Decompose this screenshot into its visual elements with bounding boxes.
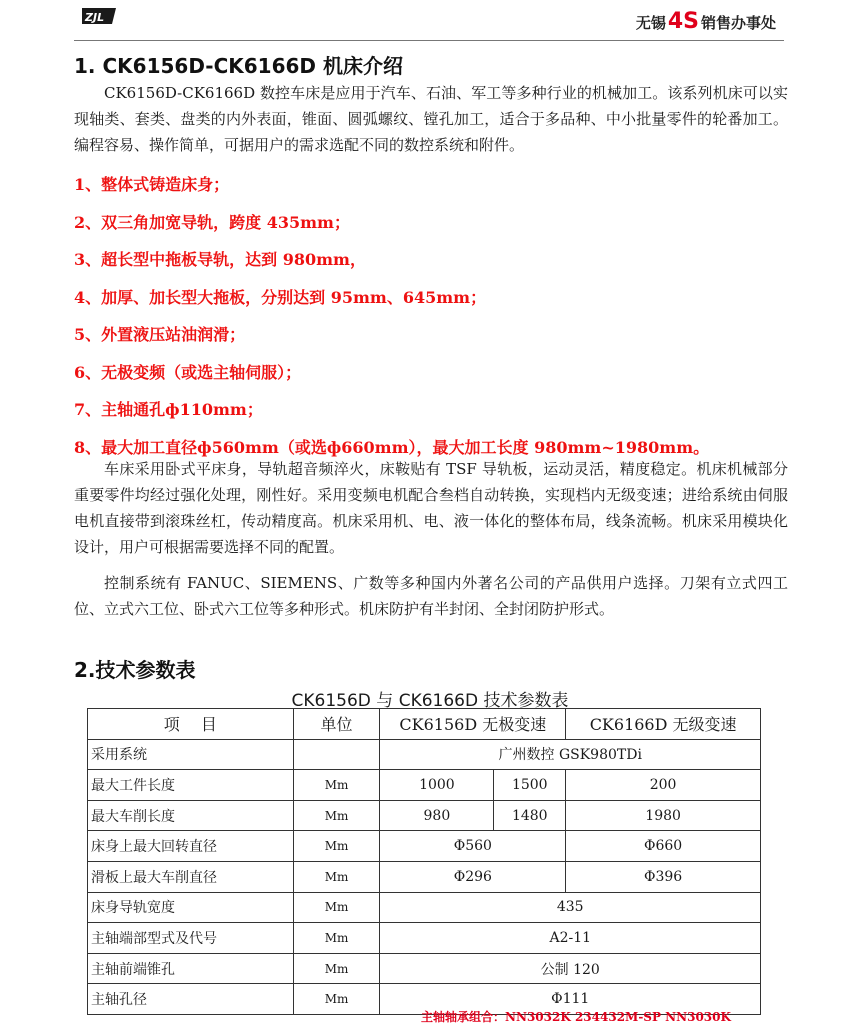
row-value: Φ111: [380, 984, 761, 1015]
row-value: A2-11: [380, 923, 761, 954]
table-header-row: [88, 709, 761, 740]
section-1-title: 1. CK6156D-CK6166D 机床介绍: [74, 54, 403, 78]
row-value: Φ396: [566, 861, 761, 892]
feature-list: [74, 171, 709, 471]
feature-item: 2、双三角加宽导轨，跨度 435mm；: [74, 212, 350, 232]
table-caption: CK6156D 与 CK6166D 技术参数表: [291, 691, 569, 711]
row-value: Φ660: [566, 831, 761, 862]
body-paragraph-structure: 车床采用卧式平床身，导轨超音频淬火，床鞍贴有 TSF 导轨板，运动灵活，精度稳定。机床机械部分重要零件均经过强化处理，刚性好。采用变频电机配合叁档自动转换，实现档内无级变速；进给系统由伺服电机直接带到滚珠丝杠，传动精度高。机床采用机、电、液一体化的整体布局，线条流畅。机床采用模块化设计，用户可根据需要选择不同的配置。: [74, 460, 788, 556]
feature-item: 6、无极变频（或选主轴伺服）；: [74, 362, 302, 382]
row-value: 200: [566, 770, 761, 801]
logo-text: ZJL: [85, 11, 105, 24]
row-unit: Mm: [293, 831, 380, 862]
row-value: 980: [380, 800, 494, 831]
row-unit: [293, 739, 380, 770]
row-value: 公制 120: [380, 953, 761, 984]
feature-item: 8、最大加工直径ф560mm（或选ф660mm），最大加工长度 980mm~1980mm。: [74, 437, 710, 457]
table-row: [88, 770, 761, 801]
row-label: 主轴端部型式及代号: [88, 923, 294, 954]
brand-suffix: 销售办事处: [700, 14, 776, 32]
row-value: 435: [380, 892, 761, 923]
row-unit: Mm: [293, 800, 380, 831]
row-label: 最大工件长度: [88, 770, 294, 801]
row-label: 主轴孔径: [88, 984, 294, 1015]
table-row: [88, 739, 761, 770]
header-unit: 单位: [293, 709, 380, 740]
bearing-footnote: 主轴轴承组合：NN3032K 234432M-SP NN3030K: [421, 1010, 731, 1024]
intro-paragraph: CK6156D-CK6166D 数控车床是应用于汽车、石油、军工等多种行业的机械加工。该系列机床可以实现轴类、套类、盘类的内外表面，锥面、圆弧螺纹、镗孔加工，适合于多品种、中小批量零件的轮番加工。编程容易、操作简单，可据用户的需求选配不同的数控系统和附件。: [74, 84, 788, 154]
spec-table: [87, 708, 761, 1015]
section-2-title: 2.技术参数表: [74, 658, 196, 682]
header-item: 项 目: [88, 709, 294, 740]
row-unit: Mm: [293, 923, 380, 954]
row-value: 1500: [494, 770, 566, 801]
row-value: Φ296: [380, 861, 566, 892]
row-value: 1480: [494, 800, 566, 831]
row-label: 滑板上最大车削直径: [88, 861, 294, 892]
feature-item: 4、加厚、加长型大拖板，分别达到 95mm、645mm；: [74, 287, 487, 307]
company-logo: [82, 6, 116, 26]
row-label: 最大车削长度: [88, 800, 294, 831]
row-unit: Mm: [293, 770, 380, 801]
row-value: 广州数控 GSK980TDi: [380, 739, 761, 770]
body-paragraph-control: 控制系统有 FANUC、SIEMENS、广数等多种国内外著名公司的产品供用户选择。刀架有立式四工位、立式六工位、卧式六工位等多种形式。机床防护有半封闭、全封闭防护形式。: [74, 574, 788, 618]
table-row: [88, 800, 761, 831]
table-row: [88, 953, 761, 984]
feature-item: 5、外置液压站油润滑；: [74, 325, 246, 344]
table-row: [88, 861, 761, 892]
table-row: [88, 892, 761, 923]
header-ck6166d: CK6166D 无级变速: [566, 709, 761, 740]
brand-accent: 4S: [667, 9, 699, 34]
row-label: 床身上最大回转直径: [88, 831, 294, 862]
row-label: 床身导轨宽度: [88, 892, 294, 923]
row-value: 1000: [380, 770, 494, 801]
header-ck6156d: CK6156D 无极变速: [380, 709, 566, 740]
row-unit: Mm: [293, 861, 380, 892]
row-unit: Mm: [293, 984, 380, 1015]
table-row: [88, 831, 761, 862]
feature-item: 3、超长型中拖板导轨，达到 980mm，: [74, 250, 366, 269]
header-title: [636, 9, 776, 34]
row-label: 采用系统: [88, 739, 294, 770]
brand-prefix: 无锡: [635, 14, 666, 32]
header-divider: [74, 40, 784, 41]
table-row: [88, 923, 761, 954]
feature-item: 7、主轴通孔ф110mm；: [74, 400, 263, 419]
row-value: 1980: [566, 800, 761, 831]
row-value: Φ560: [380, 831, 566, 862]
row-unit: Mm: [293, 953, 380, 984]
feature-item: 1、整体式铸造床身；: [74, 175, 230, 194]
row-label: 主轴前端锥孔: [88, 953, 294, 984]
row-unit: Mm: [293, 892, 380, 923]
